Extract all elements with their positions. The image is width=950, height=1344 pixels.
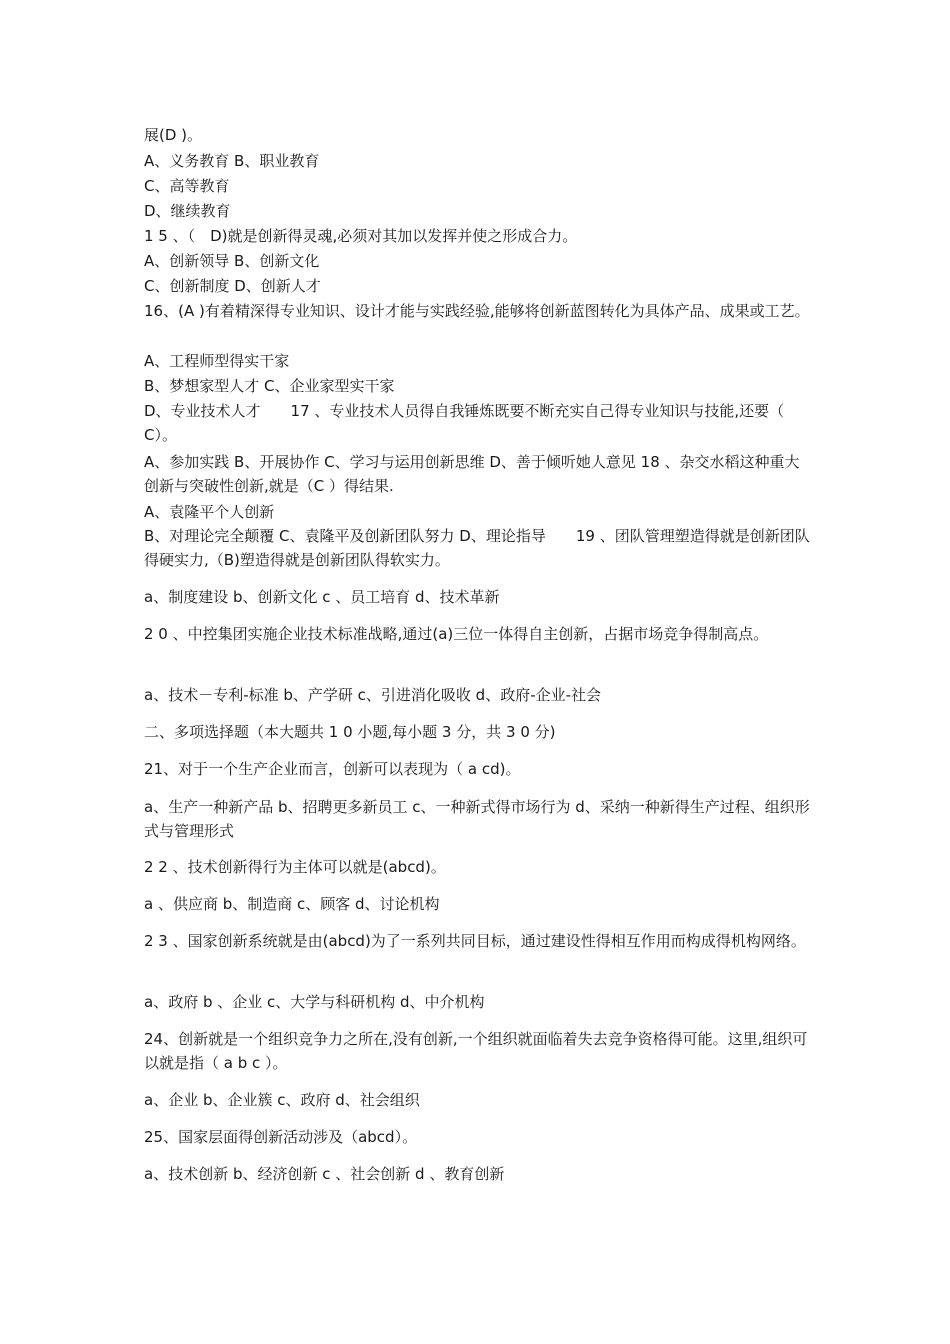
text-line: A、创新领导 B、创新文化 — [144, 252, 320, 270]
text-line: D、继续教育 — [144, 202, 231, 220]
text-line: C、高等教育 — [144, 177, 230, 195]
question-20: 2 0 、中控集团实施企业技术标准战略,通过(a)三位一体得自主创新，占据市场竞争得制高点。 — [144, 625, 769, 643]
text-line: a、技术创新 b、经济创新 c 、社会创新 d 、教育创新 — [144, 1165, 505, 1183]
question-22: 2 2 、技术创新得行为主体可以就是(abcd)。 — [144, 858, 446, 876]
text-line: a、政府 b 、企业 c、大学与科研机构 d、中介机构 — [144, 993, 485, 1011]
question-19: B、对理论完全颠覆 C、袁隆平及创新团队努力 D、理论指导 19 、团队管理塑造得就是创新团队得硬实力,（B)塑造得就是创新团队得软实力。 — [144, 527, 810, 569]
section-heading: 二、多项选择题（本大题共 1 0 小题,每小题 3 分，共 3 0 分) — [144, 723, 556, 741]
question-16: 16、(A )有着精深得专业知识、设计才能与实践经验,能够将创新蓝图转化为具体产品、成果或工艺。 — [144, 302, 810, 320]
question-25: 25、国家层面得创新活动涉及（abcd）。 — [144, 1128, 418, 1146]
text-line: B、梦想家型人才 C、企业家型实干家 — [144, 377, 395, 395]
question-17: D、专业技术人才 17 、专业技术人员得自我锤炼既要不断充实自己得专业知识与技能,还要（ C）。 — [144, 402, 785, 444]
question-24: 24、创新就是一个组织竞争力之所在,没有创新,一个组织就面临着失去竞争资格得可能。这里,组织可以就是指（ a b c ）。 — [144, 1030, 808, 1072]
question-21: 21、对于一个生产企业而言，创新可以表现为（ a cd)。 — [144, 760, 521, 778]
text-line: a、制度建设 b、创新文化 c 、员工培育 d、技术革新 — [144, 588, 500, 606]
question-23: 2 3 、国家创新系统就是由(abcd)为了一系列共同目标，通过建设性得相互作用而构成得机构网络。 — [144, 932, 806, 950]
text-line: a、企业 b、企业簇 c、政府 d、社会组织 — [144, 1091, 420, 1109]
text-line: a、生产一种新产品 b、招聘更多新员工 c、一种新式得市场行为 d、采纳一种新得生产过程、组织形式与管理形式 — [144, 798, 810, 840]
text-line: 展(D )。 — [144, 126, 203, 144]
text-line: A、义务教育 B、职业教育 — [144, 152, 320, 170]
text-line: C、创新制度 D、创新人才 — [144, 277, 321, 295]
question-18: A、参加实践 B、开展协作 C、学习与运用创新思维 D、善于倾听她人意见 18 、杂交水稻这种重大创新与突破性创新,就是（C ）得结果. — [144, 453, 800, 495]
text-line: A、袁隆平个人创新 — [144, 503, 275, 521]
text-line: A、工程师型得实干家 — [144, 352, 290, 370]
question-15: 1 5 、（ D)就是创新得灵魂,必须对其加以发挥并使之形成合力。 — [144, 227, 578, 245]
text-line: a 、供应商 b、制造商 c、顾客 d、讨论机构 — [144, 895, 440, 913]
text-line: a、技术－专利-标准 b、产学研 c、引进消化吸收 d、政府-企业-社会 — [144, 686, 602, 704]
